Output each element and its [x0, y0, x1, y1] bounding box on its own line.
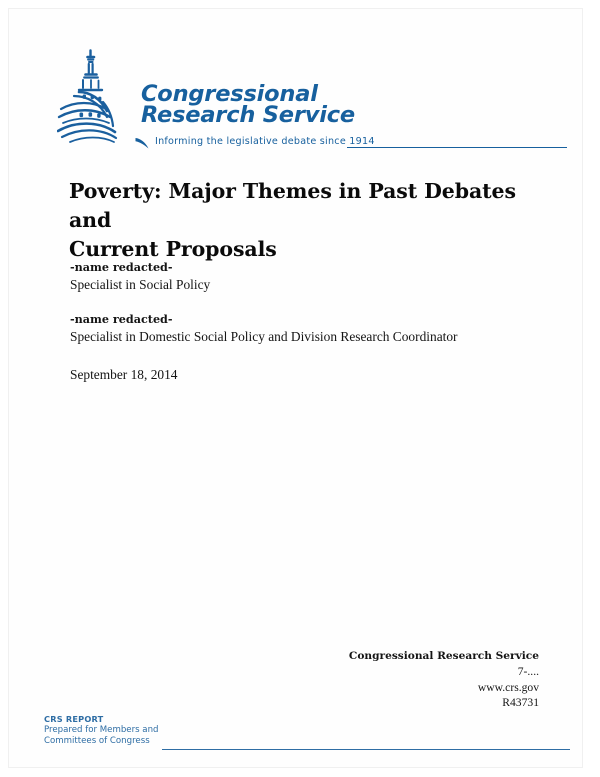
colophon-organization: Congressional Research Service: [348, 650, 539, 662]
colophon-website[interactable]: www.crs.gov: [477, 680, 539, 694]
document-footer: [44, 714, 579, 754]
colophon: [349, 649, 539, 711]
wordmark-line-2: Research Service: [141, 102, 355, 128]
swoosh-icon: [135, 137, 151, 150]
author-list: [70, 259, 540, 363]
author-name: -name redacted-: [70, 260, 173, 274]
tagline-rule: [347, 147, 567, 148]
author-entry: [70, 311, 540, 346]
capitol-dome-icon: [57, 47, 143, 145]
author-role: Specialist in Domestic Social Policy and Division Research Coordinator: [70, 329, 458, 344]
footer-subtitle-line-1: Prepared for Members and: [44, 725, 159, 735]
crs-wordmark: [141, 81, 355, 128]
author-entry: [70, 259, 540, 294]
page-title-line-1: Poverty: Major Themes in Past Debates and: [69, 179, 516, 232]
report-cover-page: [8, 8, 583, 768]
colophon-phone: 7-....: [517, 665, 539, 678]
footer-label: CRS REPORT: [44, 714, 104, 724]
author-role: Specialist in Social Policy: [70, 277, 211, 292]
document-header: [9, 9, 584, 149]
tagline-row: [135, 136, 575, 152]
wordmark-line-1: Congressional: [141, 81, 318, 107]
footer-rule: [162, 749, 570, 750]
page-title-line-2: Current Proposals: [69, 237, 277, 261]
colophon-report-number: R43731: [502, 696, 539, 709]
author-name: -name redacted-: [70, 312, 173, 326]
publication-date: September 18, 2014: [70, 367, 178, 382]
page-title: [69, 177, 529, 264]
footer-subtitle-line-2: Committees of Congress: [44, 736, 150, 746]
tagline-text: Informing the legislative debate since 1914: [155, 136, 375, 147]
